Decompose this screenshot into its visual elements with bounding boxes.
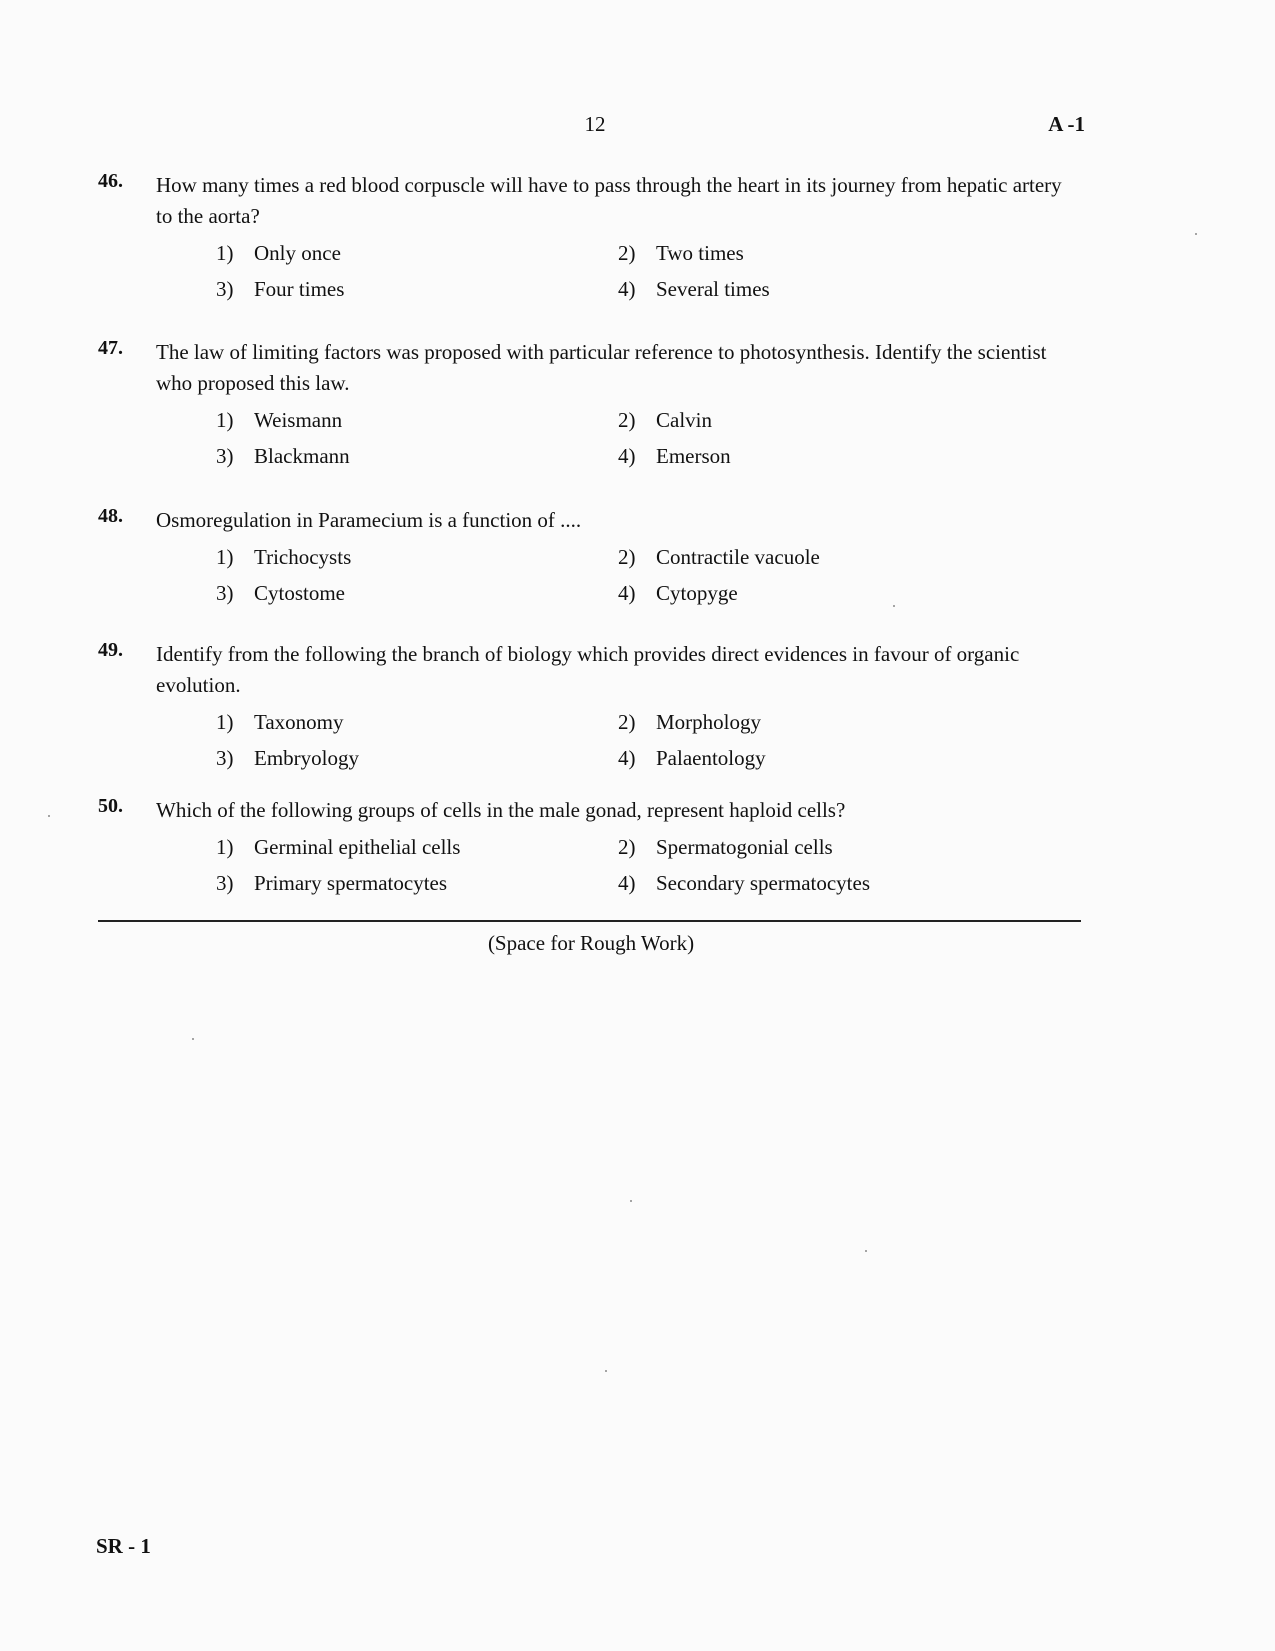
option-number: 1) [216, 545, 234, 569]
options-list [216, 707, 1088, 773]
option-1 [216, 707, 618, 737]
option-4 [618, 274, 1058, 304]
option-number: 2) [618, 835, 636, 859]
question-text: Osmoregulation in Paramecium is a function of .... [156, 508, 582, 532]
option-text: Emerson [656, 444, 731, 468]
question-50 [98, 795, 1088, 898]
option-number: 2) [618, 545, 636, 569]
option-4 [618, 743, 1058, 773]
option-text: Blackmann [254, 444, 350, 468]
option-text: Primary spermatocytes [254, 871, 448, 895]
option-2 [618, 238, 1058, 268]
scan-speck [893, 605, 895, 607]
option-number: 3) [216, 746, 234, 770]
scan-speck [192, 1038, 194, 1040]
scan-speck [865, 1250, 867, 1252]
option-number: 3) [216, 871, 234, 895]
option-text: Palaentology [656, 746, 766, 770]
scan-speck [605, 1370, 607, 1372]
option-number: 4) [618, 444, 636, 468]
option-2 [618, 832, 1058, 862]
question-49 [98, 639, 1088, 773]
option-2 [618, 707, 1058, 737]
option-text: Secondary spermatocytes [656, 871, 871, 895]
scan-speck [630, 1200, 632, 1202]
options-list [216, 832, 1088, 898]
set-code: A -1 [1048, 112, 1085, 136]
option-3 [216, 578, 618, 608]
option-1 [216, 542, 618, 572]
option-1 [216, 405, 618, 435]
option-3 [216, 868, 618, 898]
option-number: 4) [618, 746, 636, 770]
option-number: 3) [216, 581, 234, 605]
option-number: 1) [216, 241, 234, 265]
option-number: 4) [618, 277, 636, 301]
option-number: 2) [618, 408, 636, 432]
question-text: The law of limiting factors was proposed with particular reference to photosynthesis. Identify the scientist who proposed this law. [156, 340, 1047, 395]
option-text: Cytopyge [656, 581, 738, 605]
option-number: 2) [618, 710, 636, 734]
option-text: Contractile vacuole [656, 545, 820, 569]
option-4 [618, 868, 1058, 898]
question-number: 49. [98, 639, 123, 661]
option-1 [216, 832, 618, 862]
question-number: 47. [98, 337, 123, 359]
option-4 [618, 578, 1058, 608]
option-2 [618, 405, 1058, 435]
question-number: 50. [98, 795, 123, 817]
scan-speck [1195, 233, 1197, 235]
options-list [216, 405, 1088, 471]
option-text: Germinal epithelial cells [254, 835, 461, 859]
options-list [216, 542, 1088, 608]
option-text: Several times [656, 277, 770, 301]
option-number: 3) [216, 277, 234, 301]
option-text: Embryology [254, 746, 359, 770]
option-text: Calvin [656, 408, 712, 432]
question-46 [98, 170, 1088, 304]
footer-code: SR - 1 [96, 1534, 151, 1558]
option-3 [216, 743, 618, 773]
option-text: Cytostome [254, 581, 346, 605]
option-number: 4) [618, 871, 636, 895]
page-number: 12 [584, 112, 606, 136]
scan-speck [48, 815, 50, 817]
option-text: Trichocysts [254, 545, 352, 569]
option-number: 1) [216, 710, 234, 734]
rough-work-divider [98, 920, 1081, 922]
question-text: Identify from the following the branch of biology which provides direct evidences in favour of organic evolution. [156, 642, 1020, 697]
option-2 [618, 542, 1058, 572]
question-47 [98, 337, 1088, 471]
option-4 [618, 441, 1058, 471]
rough-work-label: (Space for Rough Work) [487, 931, 695, 955]
options-list [216, 238, 1088, 304]
question-number: 48. [98, 505, 123, 527]
question-text: Which of the following groups of cells in the male gonad, represent haploid cells? [156, 798, 846, 822]
option-text: Weismann [254, 408, 343, 432]
option-text: Only once [254, 241, 341, 265]
option-number: 3) [216, 444, 234, 468]
option-number: 4) [618, 581, 636, 605]
option-number: 1) [216, 408, 234, 432]
question-48 [98, 505, 1088, 608]
option-text: Two times [656, 241, 744, 265]
option-text: Morphology [656, 710, 761, 734]
option-3 [216, 274, 618, 304]
option-number: 1) [216, 835, 234, 859]
option-3 [216, 441, 618, 471]
option-text: Spermatogonial cells [656, 835, 833, 859]
question-text: How many times a red blood corpuscle will have to pass through the heart in its journey from hepatic artery to the aorta? [156, 173, 1062, 228]
option-text: Four times [254, 277, 345, 301]
option-text: Taxonomy [254, 710, 344, 734]
option-1 [216, 238, 618, 268]
question-number: 46. [98, 170, 123, 192]
option-number: 2) [618, 241, 636, 265]
